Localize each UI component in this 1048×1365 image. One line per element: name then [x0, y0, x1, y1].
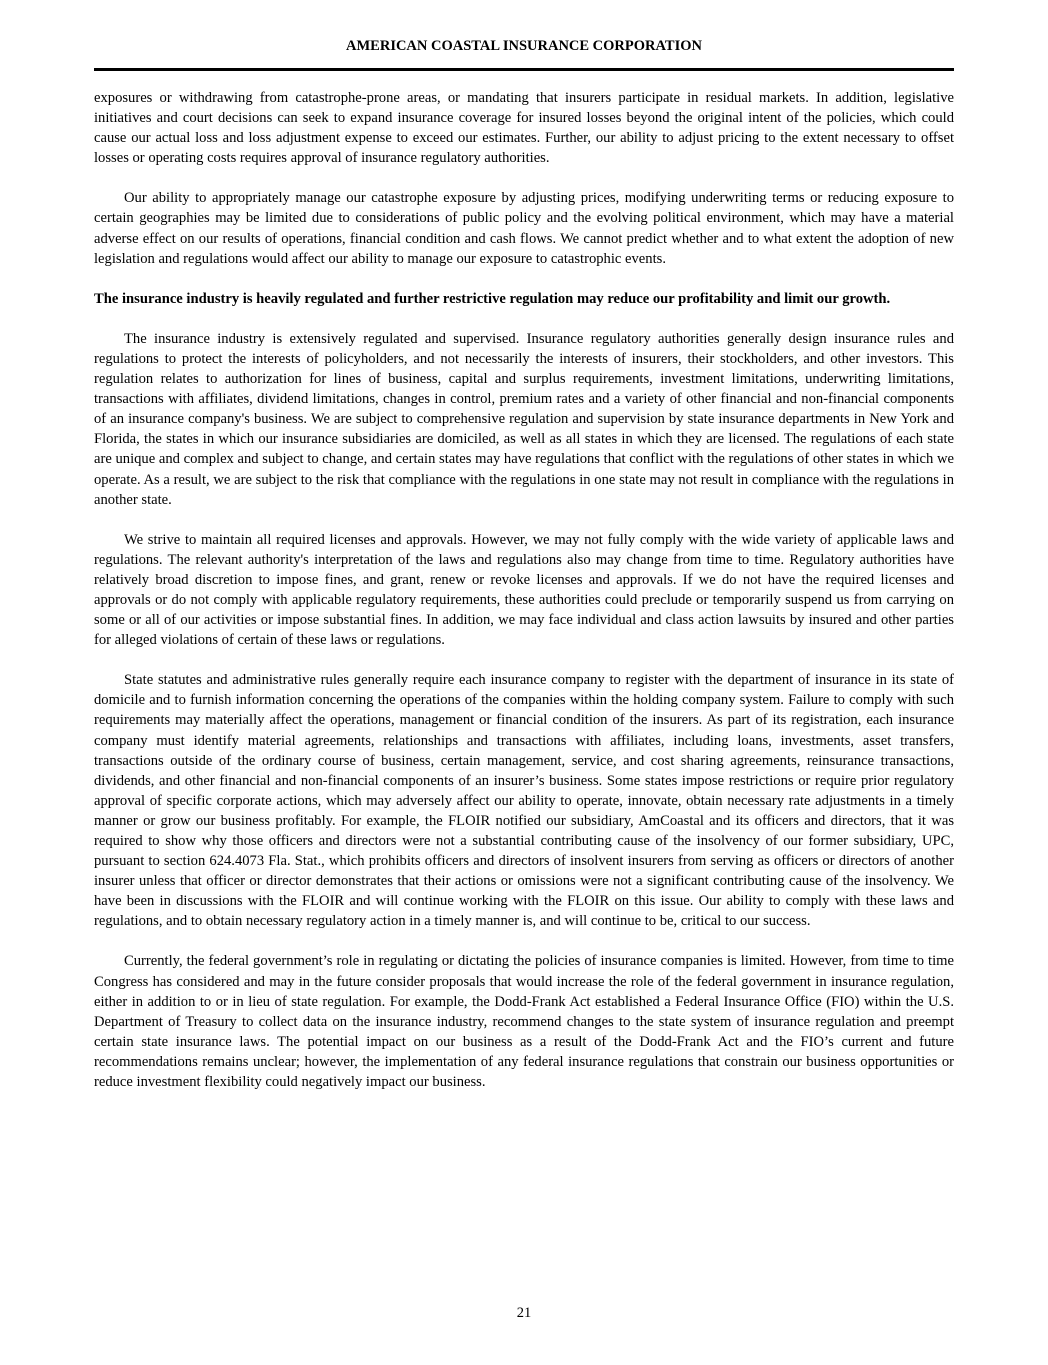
running-header: AMERICAN COASTAL INSURANCE CORPORATION [346, 38, 702, 54]
page-number: 21 [516, 1305, 532, 1321]
paragraph: The insurance industry is extensively regulated and supervised. Insurance regulatory authorities generally design insurance rules and regulations to protect the interests of policyholders, and not necessarily the interests of insurers, their stockholders, and other investors. This regulation relates to authorization for lines of business, capital and surplus requirements, investment limitations, underwriting limitations, transactions with affiliates, dividend limitations, changes in control, premium rates and a variety of other financial and non-financial components of an insurance company's business. We are subject to comprehensive regulation and supervision by state insurance departments in New York and Florida, the states in which our insurance subsidiaries are domiciled, as well as all states in which they are licensed. The regulations of each state are unique and complex and subject to change, and certain states may have regulations that conflict with the regulations of other states in which we operate. As a result, we are subject to the risk that compliance with the regulations in one state may not result in compliance with the regulations in another state. [94, 330, 954, 508]
paragraph: exposures or withdrawing from catastrophe-prone areas, or mandating that insurers participate in residual markets. In addition, legislative initiatives and court decisions can seek to expand insurance coverage for insured losses beyond the original intent of the policies, which could cause our actual loss and loss adjustment expense to exceed our estimates. Further, our ability to adjust pricing to the extent necessary to offset losses or operating costs requires approval of insurance regulatory authorities. [94, 90, 954, 167]
paragraph: Our ability to appropriately manage our catastrophe exposure by adjusting prices, modifying underwriting terms or reducing exposure to certain geographies may be limited due to considerations of public policy and the evolving political environment, which may have a material adverse effect on our results of operations, financial condition and cash flows. We cannot predict whether and to what extent the adoption of new legislation and regulations would affect our ability to manage our exposure to catastrophic events. [94, 190, 954, 267]
section-heading: The insurance industry is heavily regulated and further restrictive regulation may reduce our profitability and limit our growth. [94, 290, 891, 307]
paragraph: State statutes and administrative rules generally require each insurance company to register with the department of insurance in its state of domicile and to furnish information concerning the operations of the companies within the holding company system. Failure to comply with such requirements may materially affect the operations, management or financial condition of the insurers. As part of its registration, each insurance company must identify material agreements, relationships and transactions with affiliates, including loans, investments, asset transfers, transactions outside of the ordinary course of business, certain management, service, and cost sharing agreements, reinsurance transactions, dividends, and other financial and non-financial components of an insurer’s business. Some states impose restrictions or require prior regulatory approval of specific corporate actions, which may adversely affect our ability to operate, innovate, obtain necessary rate adjustments in a timely manner or grow our business profitably. For example, the FLOIR notified our subsidiary, AmCoastal and its officers and directors, that it was required to show why those officers and directors were not a substantial contributing cause of the insolvency of our former subsidiary, UPC, pursuant to section 624.4073 Fla. Stat., which prohibits officers and directors of insolvent insurers from serving as officers or directors of another insurer unless that officer or director demonstrates that their actions or omissions were not a significant contributing cause of the insolvency. We have been in discussions with the FLOIR and will continue working with the FLOIR on this issue. Our ability to comply with these laws and regulations, and to obtain necessary regulatory action in a timely manner is, and will continue to be, critical to our success. [94, 672, 954, 930]
paragraph: Currently, the federal government’s role in regulating or dictating the policies of insurance companies is limited. However, from time to time Congress has considered and may in the future consider proposals that would increase the role of the federal government in insurance regulation, either in addition to or in lieu of state regulation. For example, the Dodd-Frank Act established a Federal Insurance Office (FIO) within the U.S. Department of Treasury to collect data on the insurance industry, recommend changes to the state system of insurance regulation and preempt certain state insurance laws. The potential impact on our business as a result of the Dodd-Frank Act and the FIO’s current and future recommendations remains unclear; however, the implementation of any federal insurance regulations that constrain our business opportunities or reduce investment flexibility could negatively impact our business. [94, 953, 954, 1091]
paragraph: We strive to maintain all required licenses and approvals. However, we may not fully comply with the wide variety of applicable laws and regulations. The relevant authority's interpretation of the laws and regulations also may change from time to time. Regulatory authorities have relatively broad discretion to impose fines, and grant, renew or revoke licenses and approvals. If we do not have the required licenses and approvals or do not comply with applicable regulatory requirements, these authorities could preclude or temporarily suspend us from carrying on some or all of our activities or impose substantial fines. In addition, we may face individual and class action lawsuits by insured and other parties for alleged violations of certain of these laws or regulations. [94, 531, 954, 649]
header-rule [94, 68, 954, 71]
document-body [94, 88, 954, 1112]
